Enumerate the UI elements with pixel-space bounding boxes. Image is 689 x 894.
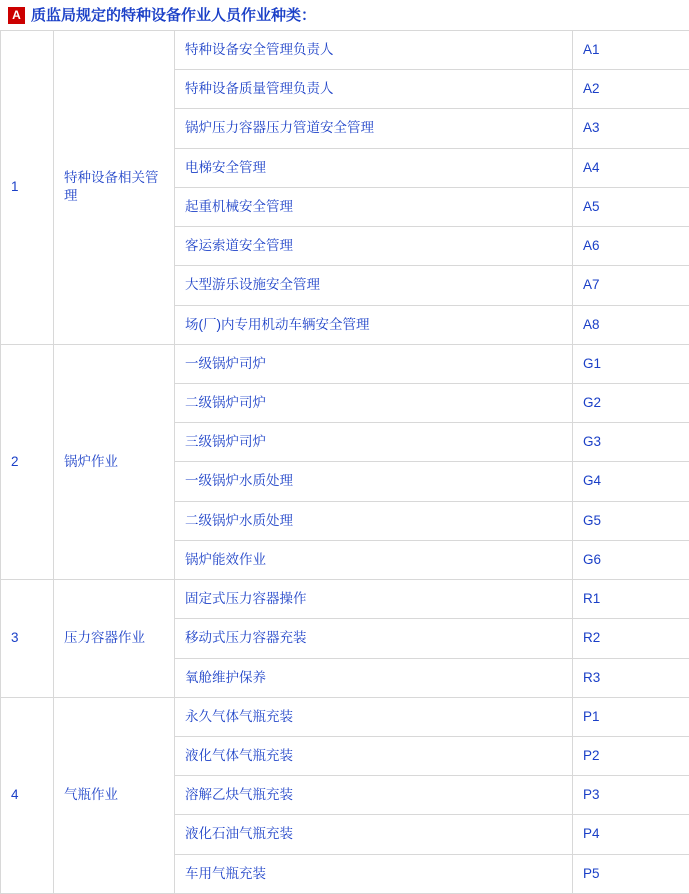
job-name-cell: 车用气瓶充装 xyxy=(175,854,573,893)
job-name-cell: 永久气体气瓶充装 xyxy=(175,697,573,736)
job-name-cell: 三级锅炉司炉 xyxy=(175,423,573,462)
job-name-cell: 移动式压力容器充装 xyxy=(175,619,573,658)
job-name-cell: 客运索道安全管理 xyxy=(175,227,573,266)
job-name-cell: 电梯安全管理 xyxy=(175,148,573,187)
job-code-cell: A5 xyxy=(573,187,689,226)
job-code-cell: R1 xyxy=(573,580,689,619)
group-name-cell: 特种设备相关管理 xyxy=(54,31,175,345)
group-name-cell: 压力容器作业 xyxy=(54,580,175,698)
job-name-cell: 锅炉压力容器压力管道安全管理 xyxy=(175,109,573,148)
job-name-cell: 二级锅炉司炉 xyxy=(175,383,573,422)
table-row xyxy=(1,31,689,70)
job-code-cell: A4 xyxy=(573,148,689,187)
job-name-cell: 起重机械安全管理 xyxy=(175,187,573,226)
table-row xyxy=(1,344,689,383)
job-name-cell: 一级锅炉司炉 xyxy=(175,344,573,383)
job-name-cell: 液化气体气瓶充装 xyxy=(175,736,573,775)
job-code-cell: R2 xyxy=(573,619,689,658)
job-code-cell: P4 xyxy=(573,815,689,854)
group-name-cell: 气瓶作业 xyxy=(54,697,175,893)
job-code-cell: A1 xyxy=(573,31,689,70)
job-name-cell: 氧舱维护保养 xyxy=(175,658,573,697)
group-name-cell: 锅炉作业 xyxy=(54,344,175,579)
job-code-cell: G6 xyxy=(573,540,689,579)
job-name-cell: 固定式压力容器操作 xyxy=(175,580,573,619)
job-name-cell: 大型游乐设施安全管理 xyxy=(175,266,573,305)
job-code-cell: P3 xyxy=(573,776,689,815)
group-index-cell: 2 xyxy=(1,344,54,579)
group-index-cell: 1 xyxy=(1,31,54,345)
group-index-cell: 3 xyxy=(1,580,54,698)
table-row xyxy=(1,580,689,619)
job-name-cell: 二级锅炉水质处理 xyxy=(175,501,573,540)
job-code-cell: G4 xyxy=(573,462,689,501)
job-name-cell: 液化石油气瓶充装 xyxy=(175,815,573,854)
job-code-cell: A8 xyxy=(573,305,689,344)
job-code-cell: A3 xyxy=(573,109,689,148)
special-equipment-categories-table xyxy=(0,30,689,894)
section-header xyxy=(0,0,689,30)
job-code-cell: G2 xyxy=(573,383,689,422)
job-code-cell: R3 xyxy=(573,658,689,697)
section-badge: A xyxy=(8,7,25,24)
job-name-cell: 锅炉能效作业 xyxy=(175,540,573,579)
job-code-cell: A2 xyxy=(573,70,689,109)
job-code-cell: G1 xyxy=(573,344,689,383)
job-code-cell: P5 xyxy=(573,854,689,893)
job-code-cell: P2 xyxy=(573,736,689,775)
job-code-cell: A6 xyxy=(573,227,689,266)
job-name-cell: 特种设备安全管理负责人 xyxy=(175,31,573,70)
job-name-cell: 溶解乙炔气瓶充装 xyxy=(175,776,573,815)
job-code-cell: G3 xyxy=(573,423,689,462)
page-title: 质监局规定的特种设备作业人员作业种类： xyxy=(31,8,316,23)
group-index-cell: 4 xyxy=(1,697,54,893)
job-code-cell: P1 xyxy=(573,697,689,736)
table-body xyxy=(1,31,689,894)
job-code-cell: A7 xyxy=(573,266,689,305)
job-name-cell: 一级锅炉水质处理 xyxy=(175,462,573,501)
job-name-cell: 特种设备质量管理负责人 xyxy=(175,70,573,109)
table-row xyxy=(1,697,689,736)
job-code-cell: G5 xyxy=(573,501,689,540)
job-name-cell: 场(厂)内专用机动车辆安全管理 xyxy=(175,305,573,344)
